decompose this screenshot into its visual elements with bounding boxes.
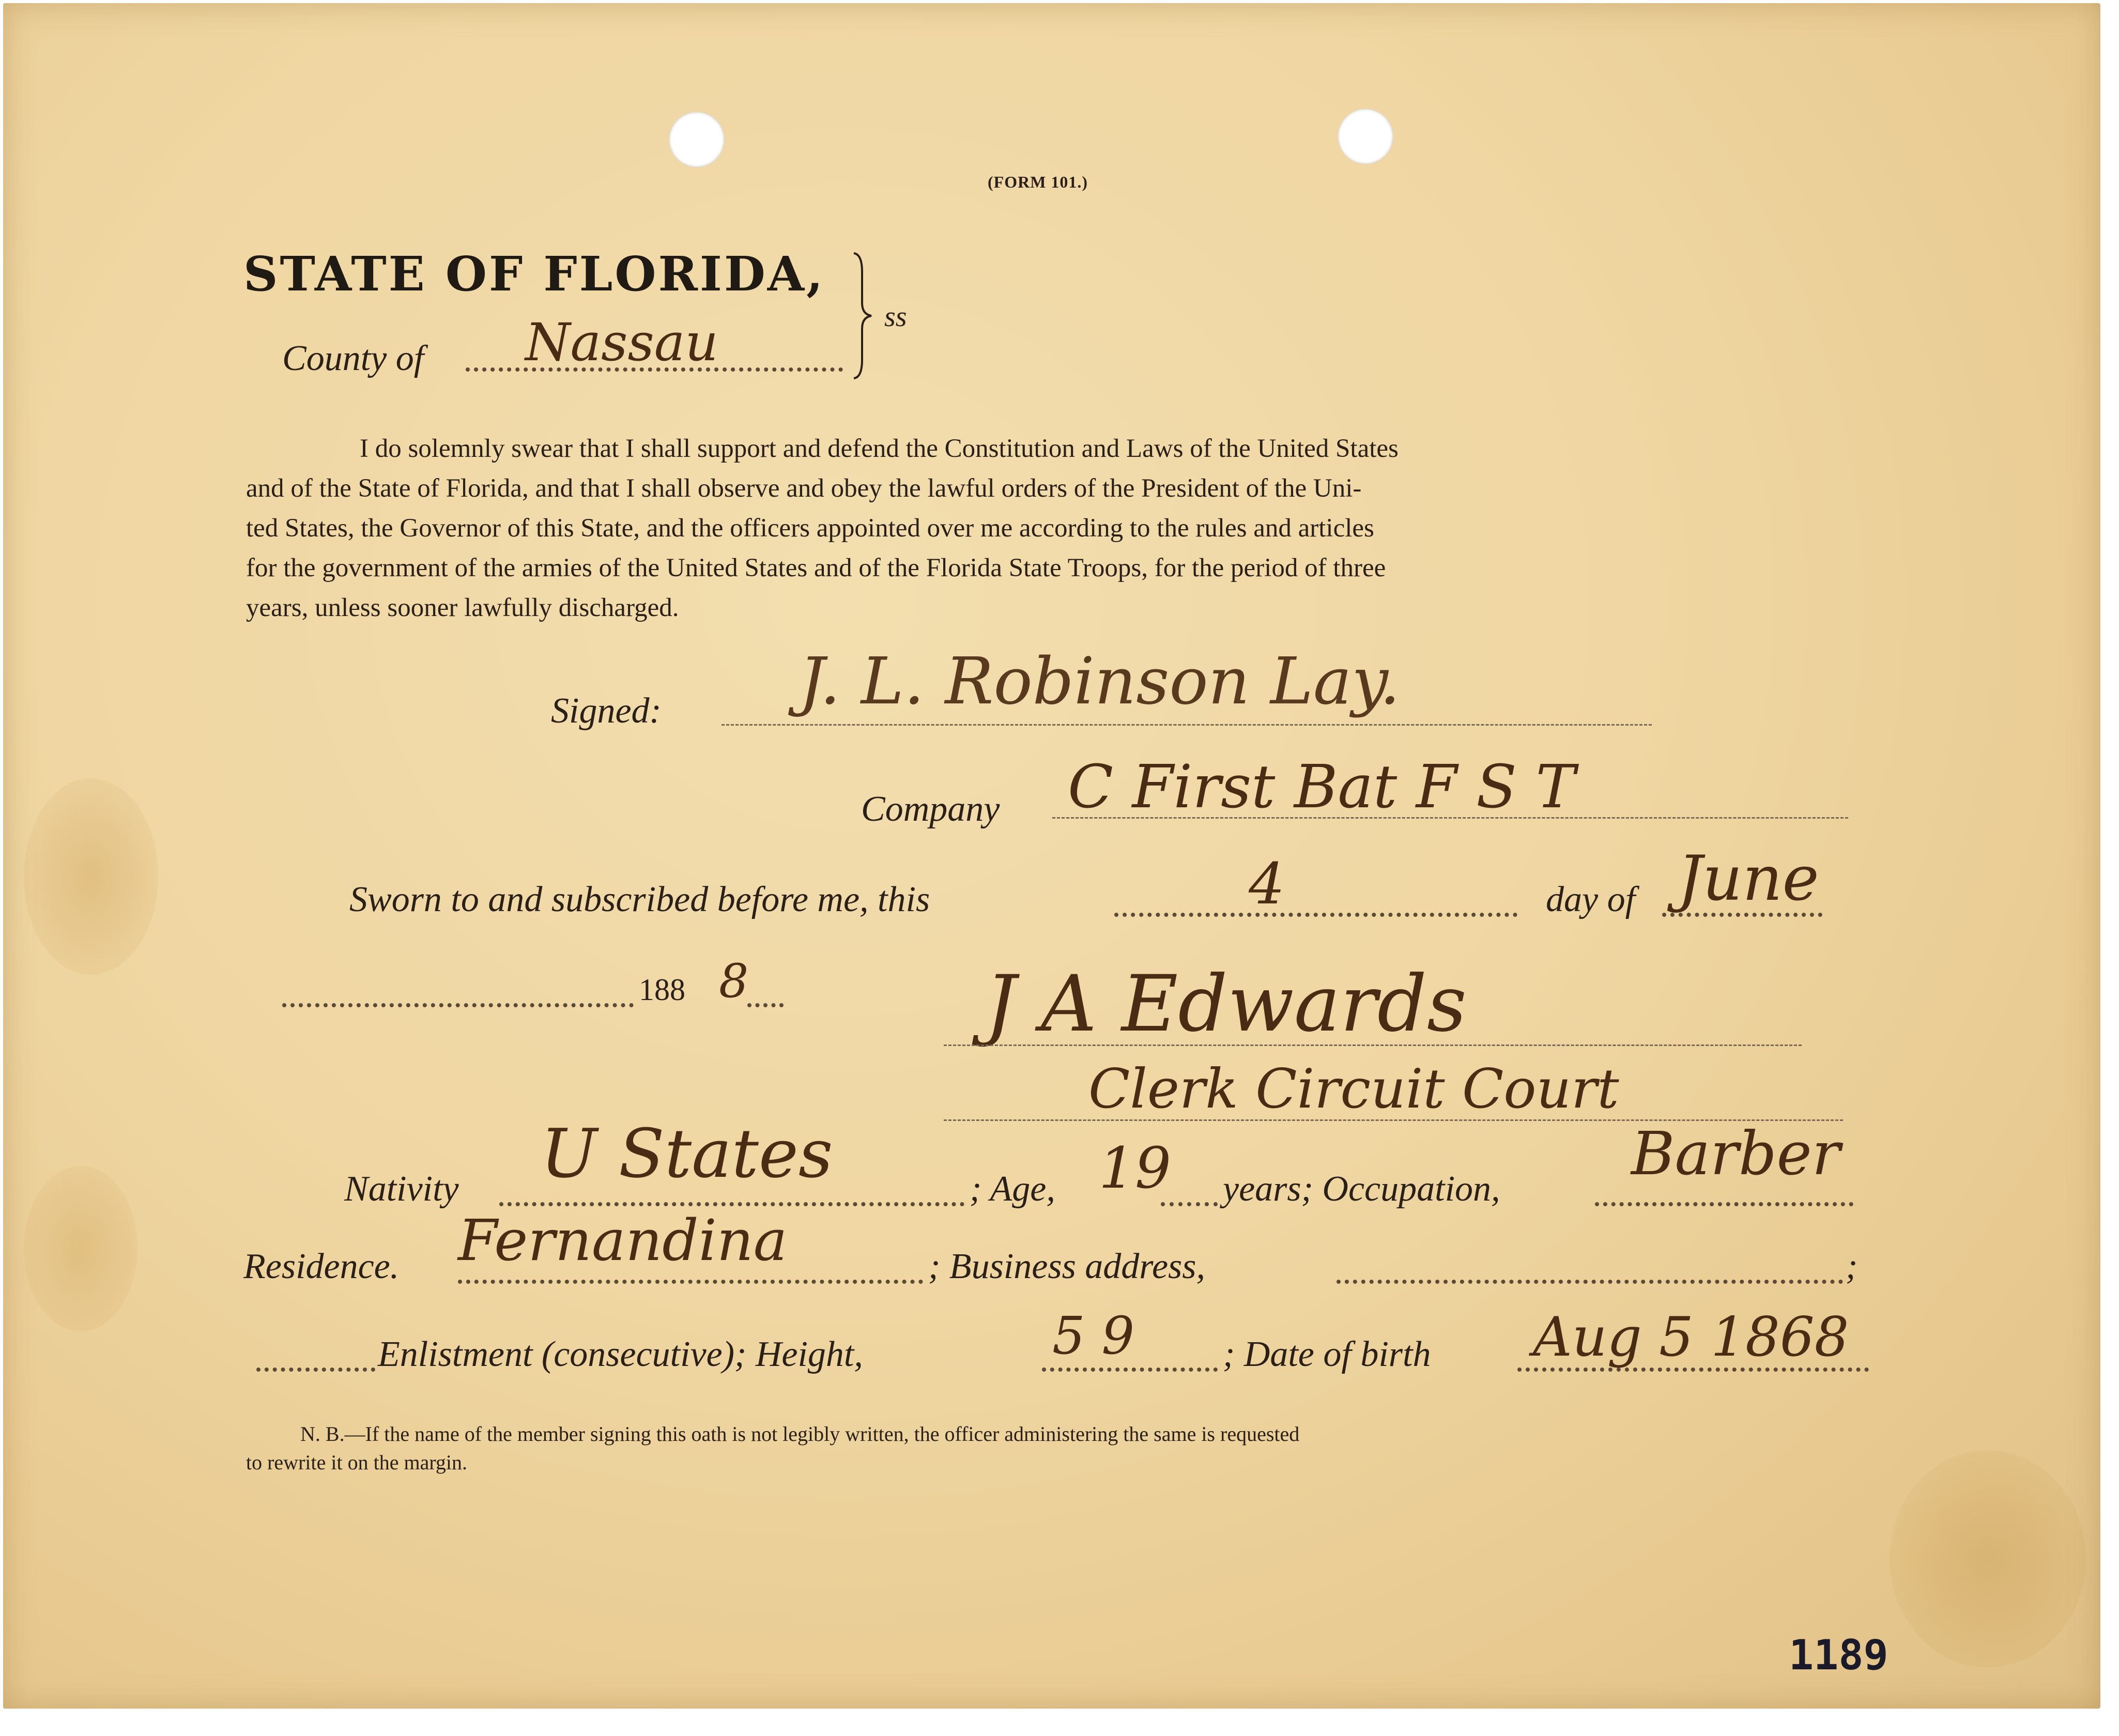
residence-dotted-line [458,1280,923,1284]
business-dotted-line [1337,1280,1843,1284]
height-dotted-line [1042,1368,1218,1372]
nativity-label: Nativity [344,1169,459,1209]
day-of-label: day of [1546,880,1636,919]
company-value: C First Bat F S T [1068,752,1576,822]
year-prefix: 188 [639,973,685,1007]
age-stain [24,1166,137,1331]
county-label: County of [282,339,424,378]
age-dotted-line [1161,1202,1218,1206]
occupation-value: Barber [1631,1119,1840,1189]
sworn-label: Sworn to and subscribed before me, this [349,880,930,919]
year-suffix: 8 [719,954,749,1008]
oath-line: ted States, the Governor of this State, and the officers appointed over me according to the rules and articles [246,514,1374,543]
oath-line: I do solemnly swear that I shall support and defend the Constitution and Laws of the United States [360,434,1399,463]
form-number: (FORM 101.) [988,173,1088,191]
oath-line: years, unless sooner lawfully discharged. [246,593,679,622]
age-stain [24,778,158,975]
residence-label: Residence. [243,1247,400,1286]
year-dotted-line [282,1003,634,1007]
residence-value: Fernandina [458,1207,788,1273]
year-end-dots [747,1003,784,1007]
age-stain [1890,1450,2086,1667]
dob-value: Aug 5 1868 [1533,1305,1849,1369]
age-label: ; Age, [970,1169,1055,1209]
day-dotted-line [1114,913,1517,917]
officer-title: Clerk Circuit Court [1088,1057,1619,1120]
nativity-value: U States [541,1114,833,1193]
ss-label: ss [884,301,907,333]
document-number: 1189 [1789,1631,1888,1679]
business-address-label: ; Business address, [928,1247,1206,1286]
officer-signature: J A Edwards [985,959,1467,1049]
years-label: years; Occupation, [1223,1169,1500,1209]
nb-note-line: to rewrite it on the margin. [246,1451,468,1474]
nb-note-line: N. B.—If the name of the member signing this oath is not legibly written, the officer administering the same is requested [300,1422,1300,1446]
county-value: Nassau [525,312,718,373]
document-page [3,3,2100,1709]
signed-label: Signed: [551,691,662,731]
oath-line: and of the State of Florida, and that I shall observe and obey the lawful orders of the President of the Uni- [246,474,1362,503]
occupation-dotted-line [1595,1202,1853,1206]
brace-icon [851,251,877,380]
oath-line: for the government of the armies of the United States and of the Florida State Troops, for the period of three [246,554,1386,582]
member-signature: J. L. Robinson Lay. [799,644,1401,719]
sworn-month: June [1678,843,1819,915]
state-title: STATE OF FLORIDA, [243,246,825,302]
enlistment-dotted-line [256,1368,375,1372]
nativity-dotted-line [499,1202,964,1206]
company-label: Company [861,789,1000,829]
sworn-day: 4 [1249,851,1285,917]
height-value: 5 9 [1052,1305,1135,1366]
enlistment-label: Enlistment (consecutive); Height, [378,1334,863,1374]
punch-hole [669,112,725,167]
punch-hole [1338,109,1393,164]
officer-line [944,1044,1802,1046]
dob-label: ; Date of birth [1223,1334,1431,1374]
business-end: ; [1846,1247,1858,1286]
age-value: 19 [1099,1135,1171,1201]
signed-line [721,724,1652,726]
